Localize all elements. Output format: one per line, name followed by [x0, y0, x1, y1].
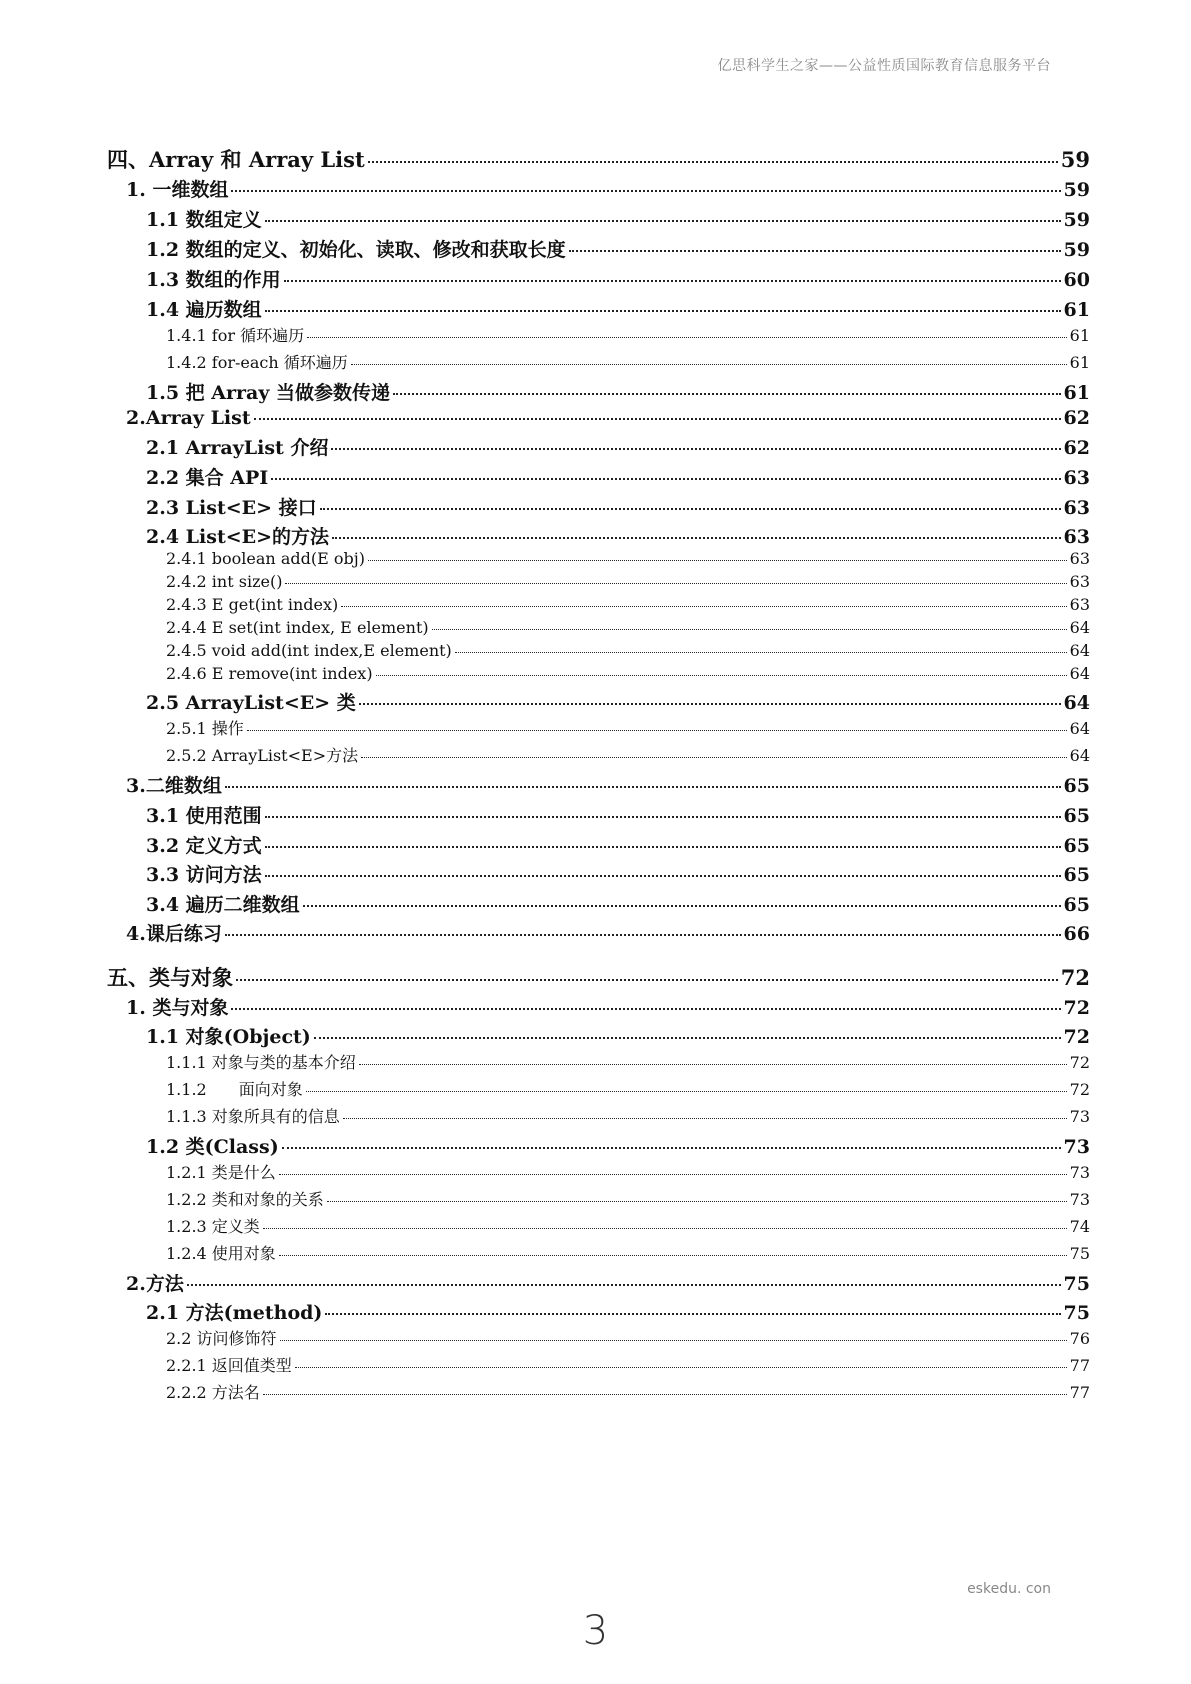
toc-entry[interactable] [0, 618, 1191, 637]
toc-dot-leader [327, 1201, 1067, 1202]
toc-dot-leader [359, 1064, 1067, 1065]
toc-entry-page: 59 [1063, 179, 1090, 201]
toc-dot-leader [569, 250, 1061, 252]
toc-entry-title: 1.2.1 类是什么 [166, 1163, 276, 1182]
toc-entry-page: 64 [1069, 746, 1090, 765]
toc-entry-page: 61 [1069, 326, 1090, 345]
toc-entry[interactable] [0, 890, 1191, 917]
toc-entry-title: 四、Array 和 Array List [107, 147, 365, 172]
toc-entry-title: 1.4.1 for 循环遍历 [166, 326, 305, 345]
toc-entry-page: 63 [1063, 497, 1090, 519]
toc-dot-leader [265, 220, 1061, 222]
toc-dot-leader [236, 979, 1058, 981]
toc-dot-leader [279, 1255, 1067, 1256]
toc-dot-leader [325, 1313, 1060, 1315]
toc-entry-page: 64 [1063, 692, 1090, 714]
toc-entry[interactable] [0, 175, 1191, 202]
toc-dot-leader [368, 560, 1067, 561]
toc-entry[interactable] [0, 1380, 1191, 1403]
toc-dot-leader [271, 478, 1060, 480]
toc-entry-page: 73 [1069, 1190, 1090, 1209]
toc-entry[interactable] [0, 1214, 1191, 1237]
toc-dot-leader [279, 1174, 1067, 1175]
toc-entry-page: 62 [1063, 407, 1090, 429]
toc-entry[interactable] [0, 433, 1191, 460]
toc-entry-page: 60 [1063, 269, 1090, 291]
toc-entry-title: 1.2.3 定义类 [166, 1217, 260, 1236]
toc-entry[interactable] [0, 1022, 1191, 1049]
toc-entry[interactable] [0, 595, 1191, 614]
toc-entry-page: 61 [1069, 353, 1090, 372]
toc-entry[interactable] [0, 407, 1191, 429]
toc-entry-title: 3.4 遍历二维数组 [146, 894, 300, 916]
toc-entry-title: 2.3 List<E> 接口 [146, 497, 317, 519]
toc-entry-page: 73 [1069, 1107, 1090, 1126]
toc-dot-leader [343, 1118, 1067, 1119]
toc-entry-page: 75 [1069, 1244, 1090, 1263]
toc-entry-title: 2.2 集合 API [146, 467, 269, 489]
toc-entry-title: 2.1 ArrayList 介绍 [146, 437, 329, 459]
toc-entry[interactable] [0, 664, 1191, 683]
toc-entry-page: 73 [1063, 1136, 1090, 1158]
toc-entry-page: 62 [1063, 437, 1090, 459]
toc-dot-leader [376, 675, 1067, 676]
toc-entry-page: 65 [1063, 805, 1090, 827]
toc-entry[interactable] [0, 205, 1191, 232]
toc-entry[interactable] [0, 716, 1191, 739]
toc-dot-leader [331, 448, 1060, 450]
page-number: 3 [582, 1608, 609, 1654]
toc-entry[interactable] [0, 493, 1191, 520]
toc-entry-title: 2.4.5 void add(int index,E element) [166, 641, 452, 660]
toc-entry-title: 2.5.1 操作 [166, 719, 244, 738]
toc-dot-leader [225, 786, 1061, 788]
toc-entry[interactable] [0, 350, 1191, 373]
toc-entry-title: 1.1 数组定义 [146, 209, 262, 231]
toc-dot-leader [361, 757, 1067, 758]
toc-entry-page: 65 [1063, 864, 1090, 886]
toc-dot-leader [225, 934, 1061, 936]
toc-entry-page: 61 [1063, 299, 1090, 321]
toc-entry[interactable] [0, 1077, 1191, 1100]
toc-entry-title: 1.5 把 Array 当做参数传递 [146, 382, 391, 404]
toc-entry-page: 72 [1069, 1053, 1090, 1072]
toc-entry[interactable] [0, 993, 1191, 1020]
toc-entry[interactable] [0, 743, 1191, 766]
toc-entry-title: 3.1 使用范围 [146, 805, 262, 827]
toc-entry-title: 1. 一维数组 [126, 179, 229, 201]
toc-entry-page: 63 [1069, 595, 1090, 614]
toc-entry[interactable] [0, 1160, 1191, 1183]
toc-dot-leader [265, 816, 1061, 818]
toc-dot-leader [282, 1147, 1061, 1149]
toc-entry[interactable] [0, 641, 1191, 660]
toc-dot-leader [455, 652, 1067, 653]
toc-entry-title: 1.1.2 面向对象 [166, 1080, 303, 1099]
toc-dot-leader [187, 1284, 1061, 1286]
toc-dot-leader [265, 875, 1061, 877]
toc-dot-leader [307, 337, 1067, 338]
toc-dot-leader [432, 629, 1067, 630]
toc-dot-leader [314, 1037, 1061, 1039]
toc-entry[interactable] [0, 1326, 1191, 1349]
toc-entry-page: 63 [1063, 467, 1090, 489]
toc-entry-title: 2.2 访问修饰符 [166, 1329, 277, 1348]
toc-entry-page: 63 [1063, 526, 1090, 548]
toc-entry[interactable] [0, 771, 1191, 798]
toc-entry-title: 2.5.2 ArrayList<E>方法 [166, 746, 359, 765]
toc-dot-leader [306, 1091, 1067, 1092]
toc-entry-title: 2.Array List [126, 407, 251, 429]
toc-entry-page: 64 [1069, 618, 1090, 637]
toc-entry[interactable] [0, 1298, 1191, 1325]
toc-entry-title: 1.2.4 使用对象 [166, 1244, 276, 1263]
toc-entry[interactable] [0, 801, 1191, 828]
toc-entry-title: 五、类与对象 [107, 965, 233, 990]
toc-entry-title: 2.4.6 E remove(int index) [166, 664, 373, 683]
toc-entry[interactable] [0, 688, 1191, 715]
toc-dot-leader [393, 393, 1061, 395]
toc-entry[interactable] [0, 1132, 1191, 1159]
toc-entry[interactable] [0, 549, 1191, 568]
toc-dot-leader [231, 190, 1060, 192]
toc-entry-title: 2.5 ArrayList<E> 类 [146, 692, 356, 714]
toc-entry[interactable] [0, 919, 1191, 946]
toc-entry-page: 64 [1069, 664, 1090, 683]
toc-dot-leader [368, 161, 1058, 163]
toc-dot-leader [265, 310, 1061, 312]
toc-dot-leader [332, 537, 1061, 539]
toc-entry[interactable] [0, 323, 1191, 346]
toc-dot-leader [254, 418, 1061, 420]
footer-url: eskedu. con [967, 1581, 1051, 1597]
toc-entry-title: 2.4.2 int size() [166, 572, 283, 591]
toc-entry[interactable] [0, 235, 1191, 262]
toc-entry[interactable] [0, 1241, 1191, 1264]
toc-dot-leader [247, 730, 1067, 731]
toc-entry[interactable] [0, 463, 1191, 490]
toc-dot-leader [284, 280, 1061, 282]
toc-entry-title: 2.2.2 方法名 [166, 1383, 260, 1402]
toc-entry-title: 4.课后练习 [126, 923, 222, 945]
toc-entry[interactable] [0, 962, 1191, 992]
toc-entry-title: 1.1.3 对象所具有的信息 [166, 1107, 340, 1126]
toc-entry-title: 1.2 数组的定义、初始化、读取、修改和获取长度 [146, 239, 566, 261]
toc-entry[interactable] [0, 860, 1191, 887]
toc-dot-leader [285, 583, 1066, 584]
toc-entry[interactable] [0, 831, 1191, 858]
toc-dot-leader [303, 905, 1061, 907]
toc-dot-leader [359, 703, 1061, 705]
toc-entry-page: 72 [1060, 965, 1090, 990]
toc-entry-page: 65 [1063, 775, 1090, 797]
toc-entry-title: 1.1 对象(Object) [146, 1026, 311, 1048]
toc-entry[interactable] [0, 522, 1191, 549]
toc-entry-page: 76 [1069, 1329, 1090, 1348]
toc-entry[interactable] [0, 1050, 1191, 1073]
toc-entry-page: 75 [1063, 1273, 1090, 1295]
toc-entry-page: 73 [1069, 1163, 1090, 1182]
toc-entry-page: 65 [1063, 835, 1090, 857]
toc-entry[interactable] [0, 378, 1191, 405]
toc-entry-title: 3.二维数组 [126, 775, 222, 797]
toc-entry[interactable] [0, 265, 1191, 292]
toc-entry-title: 2.4.4 E set(int index, E element) [166, 618, 429, 637]
toc-entry-title: 1. 类与对象 [126, 997, 229, 1019]
toc-entry-title: 1.4 遍历数组 [146, 299, 262, 321]
toc-entry[interactable] [0, 1104, 1191, 1127]
toc-entry-page: 77 [1069, 1356, 1090, 1375]
toc-entry-page: 59 [1060, 147, 1090, 172]
toc-dot-leader [341, 606, 1066, 607]
toc-dot-leader [263, 1394, 1067, 1395]
toc-dot-leader [320, 508, 1061, 510]
toc-dot-leader [280, 1340, 1067, 1341]
toc-entry-title: 1.4.2 for-each 循环遍历 [166, 353, 348, 372]
toc-entry-page: 63 [1069, 572, 1090, 591]
toc-entry-page: 72 [1069, 1080, 1090, 1099]
toc-dot-leader [263, 1228, 1067, 1229]
toc-entry[interactable] [0, 295, 1191, 322]
toc-entry[interactable] [0, 572, 1191, 591]
toc-dot-leader [231, 1008, 1060, 1010]
toc-entry-page: 72 [1063, 1026, 1090, 1048]
toc-entry-title: 1.2.2 类和对象的关系 [166, 1190, 324, 1209]
toc-entry-page: 59 [1063, 209, 1090, 231]
toc-entry-page: 66 [1063, 923, 1090, 945]
toc-entry-page: 64 [1069, 641, 1090, 660]
toc-entry-title: 1.3 数组的作用 [146, 269, 281, 291]
toc-entry-page: 77 [1069, 1383, 1090, 1402]
toc-entry-page: 63 [1069, 549, 1090, 568]
toc-dot-leader [351, 364, 1067, 365]
toc-entry-page: 72 [1063, 997, 1090, 1019]
toc-entry[interactable] [0, 1353, 1191, 1376]
toc-entry-title: 3.2 定义方式 [146, 835, 262, 857]
toc-entry-title: 3.3 访问方法 [146, 864, 262, 886]
toc-entry-title: 2.方法 [126, 1273, 184, 1295]
page-header: 亿思科学生之家——公益性质国际教育信息服务平台 [717, 58, 1051, 74]
toc-entry-title: 2.4.3 E get(int index) [166, 595, 339, 614]
toc-entry[interactable] [0, 1269, 1191, 1296]
toc-entry[interactable] [0, 144, 1191, 174]
toc-entry-title: 1.2 类(Class) [146, 1136, 279, 1158]
toc-dot-leader [265, 846, 1061, 848]
toc-entry-page: 75 [1063, 1302, 1090, 1324]
toc-entry-title: 2.4 List<E>的方法 [146, 526, 330, 548]
toc-entry-page: 64 [1069, 719, 1090, 738]
toc-dot-leader [295, 1367, 1067, 1368]
toc-entry-title: 1.1.1 对象与类的基本介绍 [166, 1053, 356, 1072]
toc-entry-page: 61 [1063, 382, 1090, 404]
toc-entry[interactable] [0, 1187, 1191, 1210]
toc-entry-title: 2.1 方法(method) [146, 1302, 323, 1324]
toc-entry-page: 74 [1069, 1217, 1090, 1236]
toc-entry-page: 59 [1063, 239, 1090, 261]
toc-entry-page: 65 [1063, 894, 1090, 916]
toc-entry-title: 2.2.1 返回值类型 [166, 1356, 292, 1375]
toc-entry-title: 2.4.1 boolean add(E obj) [166, 549, 365, 568]
